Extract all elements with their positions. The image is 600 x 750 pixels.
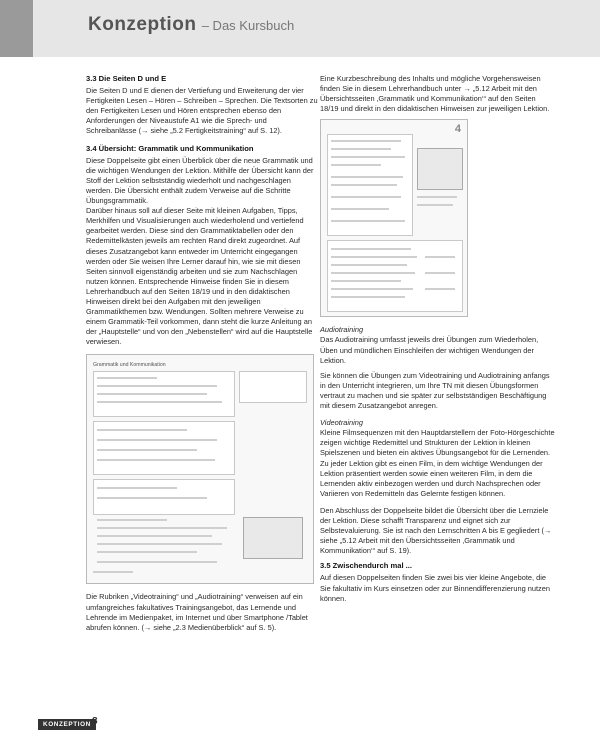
- header-bar: [0, 0, 600, 57]
- left-column: [86, 74, 318, 638]
- section-3-5: [320, 561, 556, 603]
- lesson-number: 4: [454, 123, 461, 136]
- videotraining-heading: Videotraining: [320, 418, 364, 428]
- thumbnail-illustration: [243, 517, 303, 559]
- abschluss-text: Den Abschluss der Doppelseite bildet die Übersicht über die Lernziele der Lektion. Diese schafft Transparenz und eignet sich zur Selbstevaluierung. Sie ist nach den Lernschritten A bis E gegliedert (→ siehe „5.12 Arbeit mit den Übersichtsseiten ‚Grammatik und Kommunikation‘“ auf S. 19).: [320, 505, 552, 556]
- header-accent: [0, 0, 33, 57]
- footer-section-tag: KONZEPTION: [38, 719, 96, 730]
- page-number: 8: [92, 716, 98, 727]
- videotraining-section: [320, 418, 556, 499]
- videotraining-text: Kleine Filmsequenzen mit den Hauptdarstellern der Foto-Hörgeschichte zeigen wichtige Redemittel und Strukturen der Lektion in kleinen Spielszenen und bieten ein aktives Übungsangebot für die Lernenden. Zu jeder Lektion gibt es einen Film, in dem wichtige Wendungen der Lektion präsentiert werden sowie einen weiteren Film, in dem die Lernenden aktiv einbezogen werden und durch Nachsprechen oder Variieren von Redemitteln das Gelernte festigen können.: [320, 428, 555, 498]
- section-3-5-text: Auf diesen Doppelseiten finden Sie zwei bis vier kleine Angebote, die Sie fakultativ im Kurs einsetzen oder zur Binnendifferenzierung nutzen können.: [320, 573, 550, 603]
- audiotraining-text-2: Sie können die Übungen zum Videotraining und Audiotraining anfangs in den Unterricht integrieren, um Ihre TN mit diesen Übungsformen vertraut zu machen und sie später zur selbstständigen Beschäftigung mit diesem Zusatzangebot anregen.: [320, 370, 550, 411]
- section-3-4-text-2: Darüber hinaus soll auf dieser Seite mit kleinen Aufgaben, Tipps, Merkhilfen und Visualisierungen auch wiederholend und vertiefend gearbeitet werden. Diese sind den Grammatiktabellen oder den Redemittelkästen jeweils am rechten Rand direkt zugeordnet. Auf dieses Zusatzangebot kann entweder im Unterricht eingegangen werden oder Sie weisen Ihre Lerner darauf hin, wie sie mit diesen Seiten sinnvoll eigenständig arbeiten und sie zum Nachschlagen nutzen können. Entsprechende Hinweise finden Sie in diesem Lehrerhandbuch auf den Seiten 18/19 und in den didaktischen Hinweisen direkt bei den Aufgaben mit den jeweiligen Grammatikthemen bzw. Wendungen. Sollten mehrere Verweise zu einem Grammatik-Teil vorkommen, dann steht die kurze Anleitung an der „Hauptstelle“ und von den „Nebenstellen“ wird auf die Hauptstelle verwiesen.: [86, 206, 313, 347]
- thumbnail-illustration: [417, 148, 463, 190]
- section-3-3-heading: 3.3 Die Seiten D und E: [86, 74, 167, 83]
- page-title: [88, 14, 294, 36]
- audiotraining-heading: Audiotraining: [320, 325, 364, 335]
- thumbnail-goals-box: [327, 240, 463, 312]
- thumbnail-title: Grammatik und Kommunikation: [93, 362, 166, 369]
- rubriken-text: Die Rubriken „Videotraining“ und „Audiotraining“ verweisen auf ein umfangreiches fakultatives Trainingsangebot, das Lernende und Lehrende im Medienpaket, im Internet und über Smartphone /Tablet abrufen können. (→ siehe „2.3 Medienüberblick“ auf S. 5).: [86, 592, 308, 632]
- section-3-4: [86, 144, 318, 348]
- section-3-3: [86, 74, 318, 137]
- thumbnail-tip-box: [239, 371, 307, 403]
- section-3-5-heading: 3.5 Zwischendurch mal ...: [320, 561, 412, 571]
- audiotraining-section: [320, 325, 556, 411]
- section-3-4-heading: 3.4 Übersicht: Grammatik und Kommunikation: [86, 143, 254, 153]
- right-column: [320, 74, 556, 611]
- learning-goals-thumbnail: [320, 119, 468, 317]
- page-title-sub: – Das Kursbuch: [201, 18, 295, 33]
- grammar-page-thumbnail: [86, 354, 314, 584]
- page-title-main: Konzeption: [88, 14, 197, 35]
- intro-text: Eine Kurzbeschreibung des Inhalts und mögliche Vorgehensweisen finden Sie in diesem Lehrerhandbuch unter → „5.12 Arbeit mit den Übersichtsseiten ‚Grammatik und Kommunikation‘“ auf den Seiten 18/19 und direkt in den didaktischen Hinweisen zur jeweiligen Lektion.: [320, 74, 550, 114]
- audiotraining-text-1: Das Audiotraining umfasst jeweils drei Übungen zum Wiederholen, Üben und mündlichen Einschleifen der wichtigen Wendungen der Lektion.: [320, 335, 539, 365]
- section-3-3-text: Die Seiten D und E dienen der Vertiefung und Erweiterung der vier Fertigkeiten Lesen – Hören – Schreiben – Sprechen. Die Textsorten zu den Fertigkeiten Lesen und Hören entsprechen ebenso den Anforderungen der Niveaustufe A1 wie die Sprech- und Schreibanlässe (→ siehe „5.2 Fertigkeitstraining“ auf S. 12).: [86, 86, 318, 136]
- section-3-4-text-1: Diese Doppelseite gibt einen Überblick über die neue Grammatik und die wichtigen Wendungen der Lektion. Mithilfe der Übersicht kann der Stoff der Lektion selbstständig wiederholt und nachgeschlagen werden. Die Übersicht enthält zudem Verweise auf die Schritte Übungsgrammatik.: [86, 155, 314, 206]
